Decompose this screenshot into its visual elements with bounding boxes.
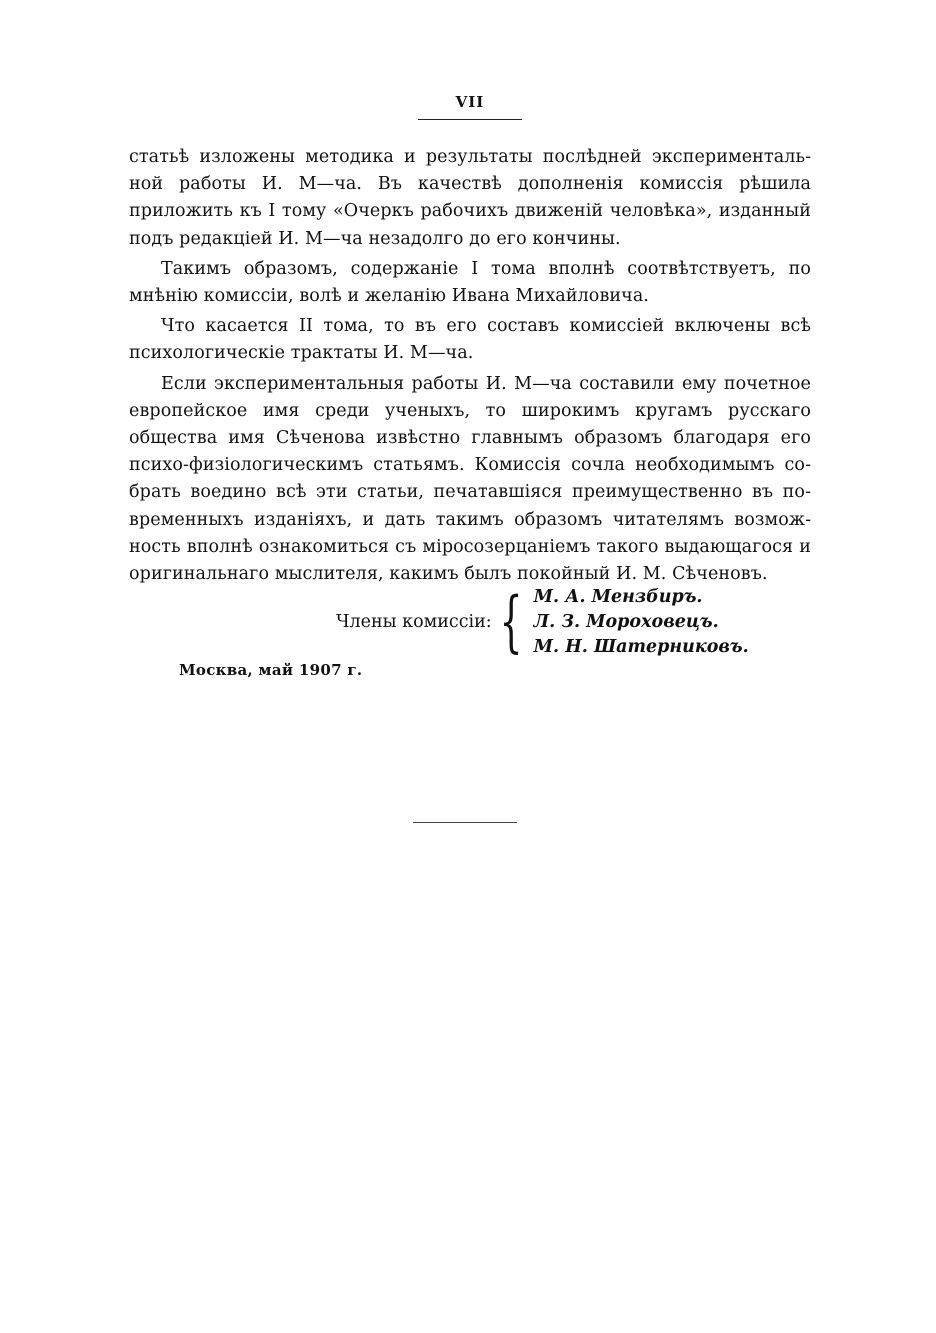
body-text	[129, 144, 811, 588]
paragraph-4: Если экспериментальныя работы И. М—ча составили ему почетное европейское имя среди ученыхъ, то широкимъ кругамъ русскаго общества имя Сѣченова извѣстно главнымъ образомъ благодаря его психо-физіологическимъ статьямъ. Комиссія сочла необходимымъ собрать воедино всѣ эти статьи, печатавшіяся преимущественно въ повременныхъ изданіяхъ, и дать такимъ образомъ читателямъ возможность вполнѣ ознакомиться съ міросозерцаніемъ такого выдающагося и оригинальнаго мыслителя, какимъ былъ покойный И. М. Сѣченовъ.	[129, 373, 811, 585]
brace-symbol: {	[499, 583, 523, 660]
signature-names	[534, 585, 749, 659]
signature-name: М. Н. Шатерниковъ.	[533, 637, 749, 657]
paragraph-1: статьѣ изложены методика и результаты послѣдней экспериментальной работы И. М—ча. Въ качествѣ дополненія комиссія рѣшила приложить къ I тому «Очеркъ рабочихъ движеній человѣка», изданный подъ редакціей И. М—ча незадолго до его кончины.	[129, 147, 811, 249]
signature-name: М. А. Мензбиръ.	[533, 587, 703, 607]
signature-label: Члены комиссіи:	[336, 612, 492, 632]
paragraph-2: Такимъ образомъ, содержаніе I тома вполнѣ соотвѣтствуетъ, по мнѣнію комиссіи, волѣ и желанію Ивана Михайловича.	[129, 258, 811, 307]
signature-block	[336, 585, 749, 659]
place-date: Москва, май 1907 г.	[179, 661, 363, 679]
header-rule	[418, 119, 522, 120]
page-number: VII	[455, 93, 485, 111]
end-rule	[413, 822, 517, 823]
paragraph-3: Что касается II тома, то въ его составъ комиссіей включены всѣ психологическіе трактаты И. М—ча.	[129, 316, 811, 364]
signature-name: Л. З. Мороховецъ.	[533, 612, 719, 632]
